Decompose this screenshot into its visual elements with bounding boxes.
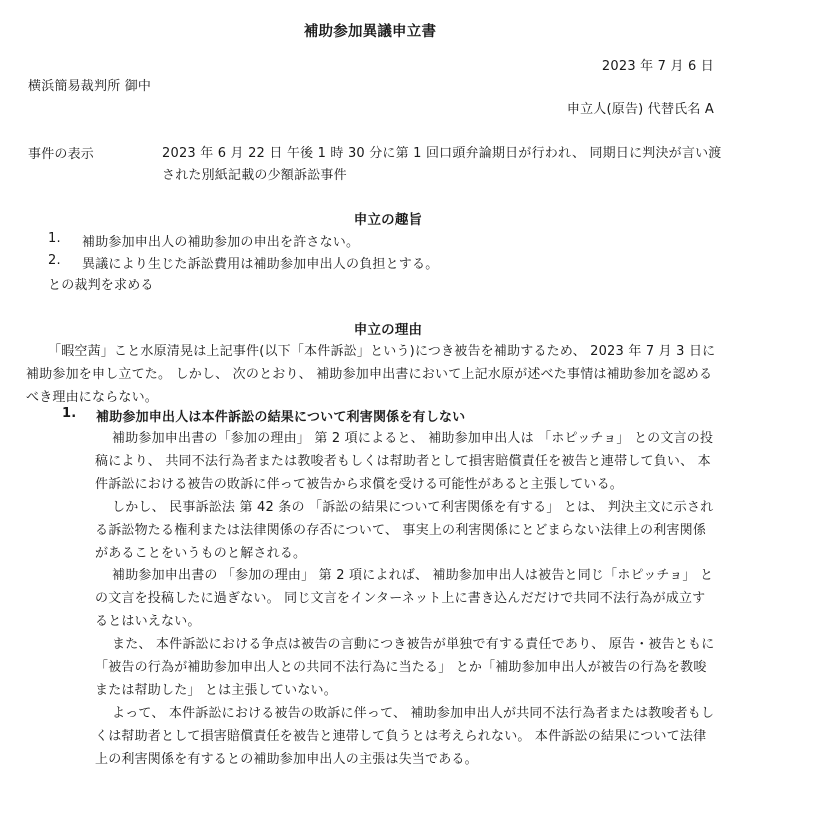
- purpose-heading: 申立の趣旨: [353, 212, 423, 228]
- body-paragraph: よって、 本件訴訟における被告の敗訴に伴って、 補助参加申出人が共同不法行為者または教唆者もしくは幇助者として損害賠償責任を被告と連帯して負うとは考えられない。 本件訴訟の結果について法律上の利害関係を有するとの補助参加申出人の主張は失当である。: [95, 705, 715, 767]
- purpose-item-text: 補助参加申出人の補助参加の申出を許さない。: [82, 235, 360, 250]
- court-addressee: 横浜簡易裁判所 御中: [28, 79, 152, 94]
- section-number: 1.: [62, 406, 77, 421]
- purpose-item-number: 1.: [48, 231, 61, 246]
- section-body: [95, 428, 717, 772]
- body-paragraph: しかし、 民事訴訟法 第 42 条の 「訴訟の結果について利害関係を有する」 とは、 判決主文に示される訴訟物たる権利または法律関係の存否について、 事実上の利害関係にとどまらない法律上の利害関係があることをいうものと解される。: [95, 499, 714, 561]
- purpose-item-number: 2.: [48, 253, 61, 268]
- case-description: 2023 年 6 月 22 日 午後 1 時 30 分に第 1 回口頭弁論期日が行われ、 同期日に判決が言い渡された別紙記載の少額訴訟事件: [162, 146, 722, 183]
- reason-intro-paragraph: 「暇空茜」こと水原清晃は上記事件(以下「本件訴訟」という)につき被告を補助するため、 2023 年 7 月 3 日に補助参加を申し立てた。 しかし、 次のとおり、 補助参加申出書において上記水原が述べた事情は補助参加を認めるべき理由にならない。: [26, 344, 716, 405]
- reason-heading: 申立の理由: [353, 322, 423, 338]
- case-label: 事件の表示: [28, 147, 95, 162]
- body-paragraph: また、 本件訴訟における争点は被告の言動につき被告が単独で有する責任であり、 原告・被告ともに 「被告の行為が補助参加申出人との共同不法行為に当たる」 とか「補助参加申出人が被告の行為を教唆または幇助した」 とは主張していない。: [95, 637, 715, 698]
- request-line: との裁判を求める: [48, 278, 154, 293]
- body-paragraph: 補助参加申出書の「参加の理由」 第 2 項によると、 補助参加申出人は 「ホピッチョ」 との文言の投稿により、 共同不法行為者または教唆者もしくは幇助者として損害賠償責任を被告と連帯して負い、 本件訴訟における被告の敗訴に伴って被告から求償を受ける可能性があると主張している。: [95, 431, 714, 492]
- section-title: 補助参加申出人は本件訴訟の結果について利害関係を有しない: [96, 410, 466, 425]
- applicant-name: 申立人(原告) 代替氏名 A: [566, 102, 714, 117]
- filing-date: 2023 年 7 月 6 日: [601, 59, 714, 74]
- purpose-item-text: 異議により生じた訴訟費用は補助参加申出人の負担とする。: [82, 257, 439, 272]
- document-title: 補助参加異議申立書: [303, 24, 437, 40]
- body-paragraph: 補助参加申出書の 「参加の理由」 第 2 項によれば、 補助参加申出人は被告と同じ「ホピッチョ」 との文言を投稿したに過ぎない。 同じ文言をインターネット上に書き込んだだけで共同不法行為が成立するとはいえない。: [95, 568, 714, 630]
